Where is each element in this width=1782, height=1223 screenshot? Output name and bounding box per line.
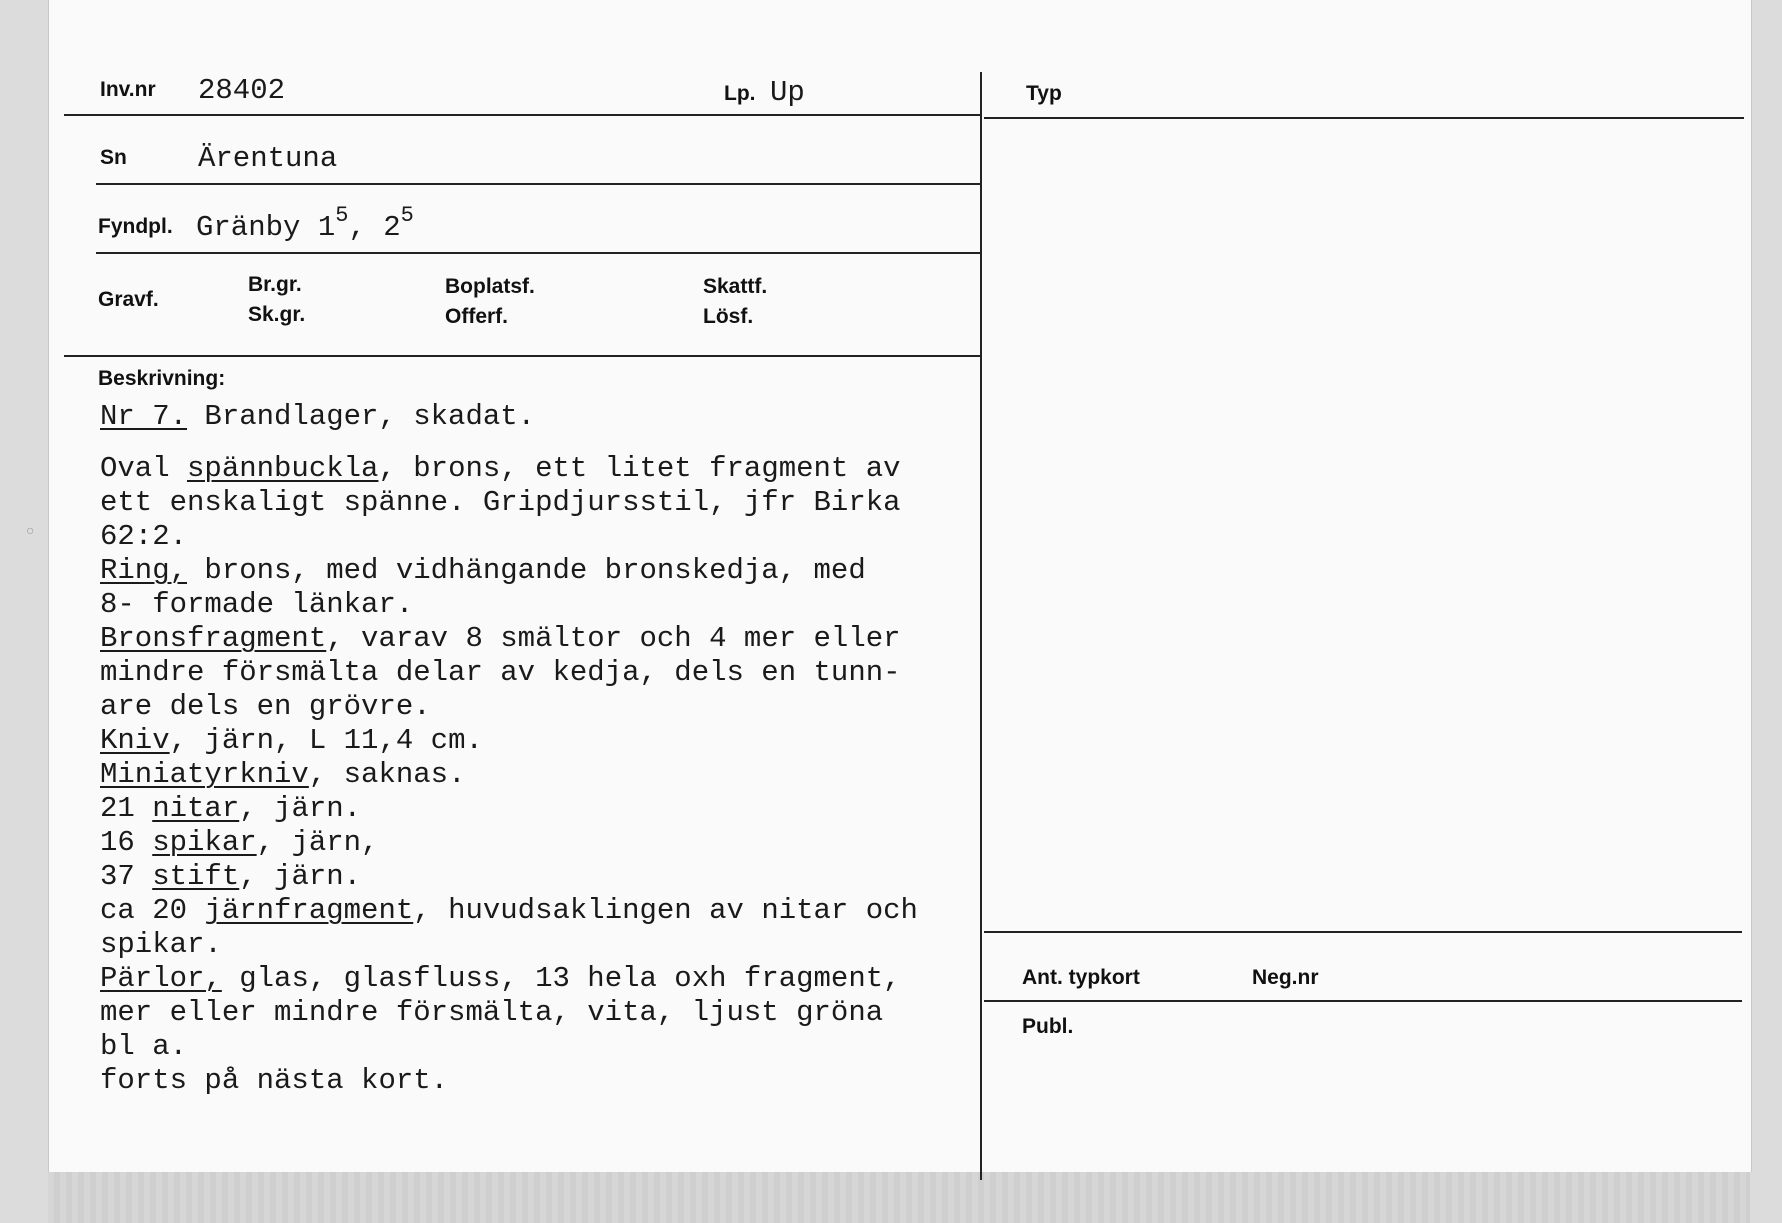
- text-span: , brons, ett litet fragment av: [378, 452, 901, 485]
- sn-value: Ärentuna: [198, 142, 338, 175]
- description-line: mindre försmälta delar av kedja, dels en tunn-: [100, 656, 901, 689]
- margin-mark-icon: ○: [26, 522, 35, 538]
- rule-under-fyndpl: [96, 252, 980, 254]
- boplatsf-label: Boplatsf.: [445, 275, 535, 298]
- rule-above-typkort: [984, 931, 1742, 933]
- text-span: ca 20: [100, 894, 205, 927]
- lp-label: Lp.: [724, 82, 756, 105]
- typ-label: Typ: [1026, 82, 1062, 105]
- rule-under-sn: [96, 183, 980, 185]
- text-span: , varav 8 smältor och 4 mer eller: [326, 622, 901, 655]
- grave-number: Nr 7.: [100, 400, 188, 433]
- brgr-label: Br.gr.: [248, 273, 302, 296]
- description-line: [100, 452, 980, 486]
- text-span: , järn,: [256, 826, 379, 859]
- text-span: 21: [100, 792, 153, 825]
- sn-label: Sn: [100, 146, 127, 169]
- rule-under-gravf: [64, 355, 980, 357]
- rule-under-typkort: [984, 1000, 1742, 1002]
- skgr-label: Sk.gr.: [248, 303, 306, 326]
- ant-typkort-label: Ant. typkort: [1022, 966, 1140, 989]
- gravf-label: Gravf.: [98, 288, 159, 311]
- inv-nr-value: 28402: [198, 74, 286, 107]
- text-span: , järn.: [239, 792, 362, 825]
- skattf-label: Skattf.: [703, 275, 768, 298]
- description-line: [100, 758, 980, 792]
- rule-under-inv: [64, 114, 980, 116]
- vertical-divider: [980, 72, 982, 1180]
- typ-area: [988, 120, 1738, 920]
- losf-label: Lösf.: [703, 305, 754, 328]
- object-term: Kniv: [100, 724, 170, 757]
- description-line: 8- formade länkar.: [100, 588, 414, 621]
- description-line: 62:2.: [100, 520, 188, 553]
- description-line: [100, 826, 980, 860]
- text-span: brons, med vidhängande bronskedja, med: [187, 554, 866, 587]
- publ-label: Publ.: [1022, 1015, 1074, 1038]
- description-line: [100, 860, 980, 894]
- description-line: spikar.: [100, 928, 222, 961]
- beskrivning-label: Beskrivning:: [98, 367, 226, 390]
- text-span: Oval: [100, 452, 188, 485]
- description-line: [100, 792, 980, 826]
- description-line: bl a.: [100, 1030, 188, 1063]
- description-line: are dels en grövre.: [100, 690, 431, 723]
- object-term: Ring,: [100, 554, 188, 587]
- description-line: [100, 554, 980, 588]
- description-line: [100, 622, 980, 656]
- description-line: [100, 894, 980, 928]
- text-span: 16: [100, 826, 153, 859]
- object-term: spännbuckla: [187, 452, 379, 485]
- fyndpl-sup-b: 5: [400, 203, 414, 228]
- object-term: spikar: [152, 826, 257, 859]
- description-line: [100, 962, 980, 996]
- text-span: , saknas.: [308, 758, 466, 791]
- fyndpl-sup-a: 5: [335, 203, 349, 228]
- object-term: stift: [152, 860, 240, 893]
- object-term: järnfragment: [204, 894, 414, 927]
- heading-text: Brandlager, skadat.: [187, 400, 536, 433]
- description-line: mer eller mindre försmälta, vita, ljust gröna: [100, 996, 884, 1029]
- rule-under-typ: [984, 117, 1744, 119]
- description-text: [100, 400, 980, 1098]
- fyndpl-value: [196, 203, 414, 244]
- lp-value: Up: [770, 76, 805, 109]
- object-term: nitar: [152, 792, 240, 825]
- text-span: glas, glasfluss, 13 hela oxh fragment,: [221, 962, 901, 995]
- text-span: , järn, L 11,4 cm.: [169, 724, 483, 757]
- fyndpl-sep: , 2: [348, 211, 401, 244]
- description-line: [100, 724, 980, 758]
- inv-nr-label: Inv.nr: [100, 78, 156, 101]
- text-span: , huvudsaklingen av nitar och: [413, 894, 918, 927]
- object-term: Pärlor,: [100, 962, 222, 995]
- text-span: , järn.: [239, 860, 362, 893]
- negnr-label: Neg.nr: [1252, 966, 1319, 989]
- offerf-label: Offerf.: [445, 305, 508, 328]
- description-line: ett enskaligt spänne. Gripdjursstil, jfr Birka: [100, 486, 901, 519]
- description-heading: [100, 400, 980, 442]
- fyndpl-place: Gränby 1: [196, 211, 336, 244]
- text-span: 37: [100, 860, 153, 893]
- description-line: forts på nästa kort.: [100, 1064, 449, 1097]
- object-term: Miniatyrkniv: [100, 758, 309, 791]
- card-edge-strip: [48, 1172, 1750, 1223]
- object-term: Bronsfragment: [100, 622, 327, 655]
- fyndpl-label: Fyndpl.: [98, 215, 173, 238]
